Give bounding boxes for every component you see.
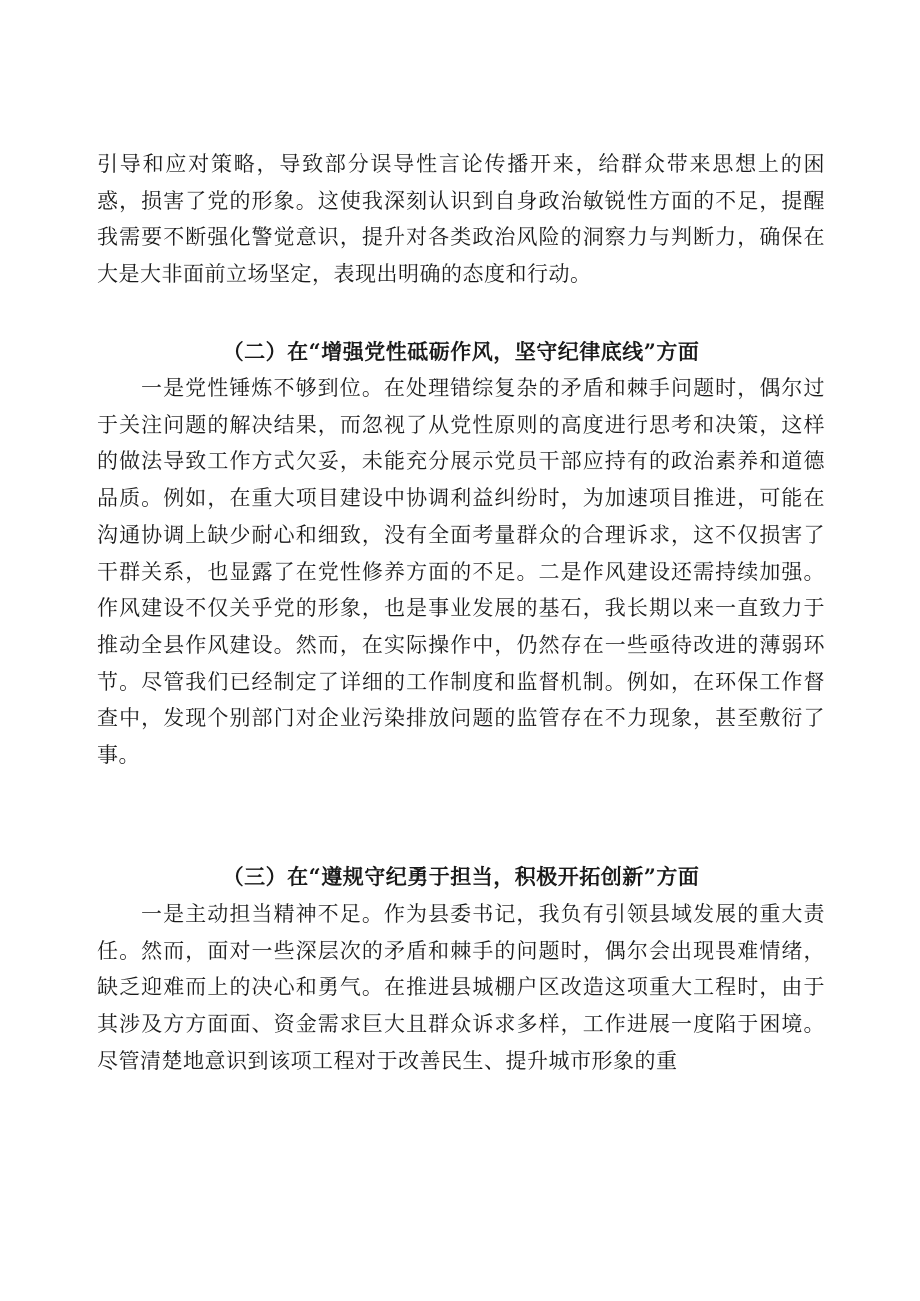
section-heading-3: （三）在“遵规守纪勇于担当，积极开拓创新”方面 xyxy=(222,864,700,889)
paragraph-section-3: 一是主动担当精神不足。作为县委书记，我负有引领县域发展的重大责任。然而，面对一些深层次的矛盾和棘手的问题时，偶尔会出现畏难情绪，缺乏迎难而上的决心和勇气。在推进县城棚户区改造这项重大工程时，由于其涉及方方面面、资金需求巨大且群众诉求多样，工作进展一度陷于困境。尽管清楚地意识到该项工程对于改善民生、提升城市形象的重 xyxy=(97,902,825,1073)
paragraph-continuation: 引导和应对策略，导致部分误导性言论传播开来，给群众带来思想上的困惑，损害了党的形象。这使我深刻认识到自身政治敏锐性方面的不足，提醒我需要不断强化警觉意识，提升对各类政治风险的洞察力与判断力，确保在大是大非面前立场坚定，表现出明确的态度和行动。 xyxy=(97,152,825,287)
paragraph-section-2: 一是党性锤炼不够到位。在处理错综复杂的矛盾和棘手问题时，偶尔过于关注问题的解决结果，而忽视了从党性原则的高度进行思考和决策，这样的做法导致工作方式欠妥，未能充分展示党员干部应持有的政治素养和道德品质。例如，在重大项目建设中协调利益纠纷时，为加速项目推进，可能在沟通协调上缺少耐心和细致，没有全面考量群众的合理诉求，这不仅损害了干群关系，也显露了在党性修养方面的不足。二是作风建设还需持续加强。作风建设不仅关乎党的形象，也是事业发展的基石，我长期以来一直致力于推动全县作风建设。然而，在实际操作中，仍然存在一些亟待改进的薄弱环节。尽管我们已经制定了详细的工作制度和监督机制。例如，在环保工作督查中，发现个别部门对企业污染排放问题的监管存在不力现象，甚至敷衍了事。 xyxy=(97,376,825,768)
section-heading-2: （二）在“增强党性砥砺作风，坚守纪律底线”方面 xyxy=(222,339,700,364)
